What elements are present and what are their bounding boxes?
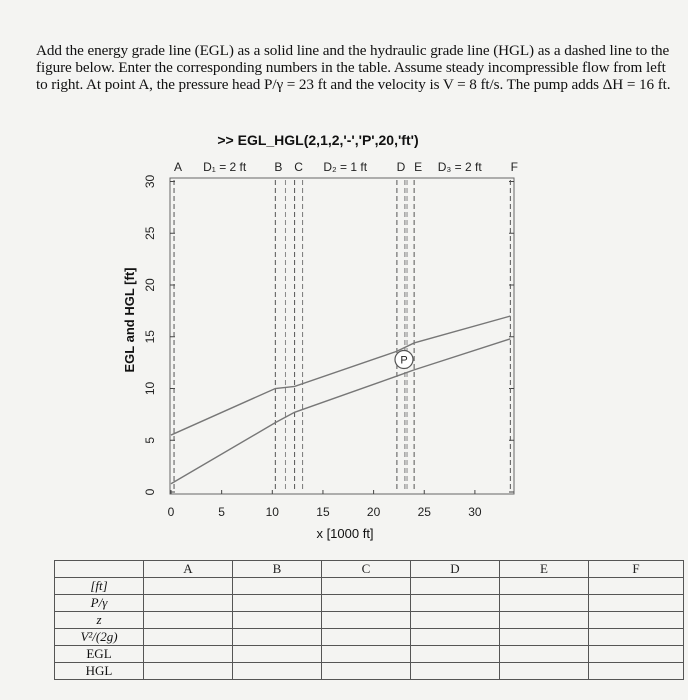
y-tick-label: 0: [143, 488, 157, 496]
table-cell[interactable]: [589, 612, 684, 629]
x-tick-label: 30: [468, 505, 482, 519]
table-cell[interactable]: [233, 595, 322, 612]
table-cell[interactable]: [322, 578, 411, 595]
table-cell[interactable]: [144, 578, 233, 595]
x-tick-label: 5: [218, 505, 225, 519]
table-row: [55, 612, 684, 629]
table-cell[interactable]: [233, 578, 322, 595]
pipe-upper-line: [171, 316, 510, 435]
table-column-header: E: [500, 561, 589, 578]
pipe-lower-line: [171, 339, 510, 484]
table-column-header: F: [589, 561, 684, 578]
table-cell[interactable]: [500, 578, 589, 595]
answer-table: [54, 560, 684, 680]
table-cell[interactable]: [144, 612, 233, 629]
table-column-header: A: [144, 561, 233, 578]
x-tick-label: 10: [265, 505, 279, 519]
table-cell[interactable]: [411, 595, 500, 612]
table-cell[interactable]: [500, 612, 589, 629]
table-corner: [55, 561, 144, 578]
diameter-label-1: D₁ = 2 ft: [203, 160, 247, 174]
table-cell[interactable]: [589, 646, 684, 663]
table-cell[interactable]: [411, 612, 500, 629]
table-cell[interactable]: [589, 595, 684, 612]
section-label-c: C: [294, 160, 303, 174]
table-cell[interactable]: [500, 629, 589, 646]
x-tick-label: 0: [167, 505, 175, 519]
table-cell[interactable]: [144, 595, 233, 612]
table-row-label: [ft]: [55, 578, 144, 595]
table-cell[interactable]: [233, 646, 322, 663]
y-tick-label: 5: [143, 436, 157, 444]
table-cell[interactable]: [322, 663, 411, 680]
x-axis-label: x [1000 ft]: [316, 526, 374, 541]
table-row-label: HGL: [55, 663, 144, 680]
table-row: [55, 595, 684, 612]
table-cell[interactable]: [322, 629, 411, 646]
table-row-label: V²/(2g): [55, 629, 144, 646]
table-cell[interactable]: [144, 646, 233, 663]
pump-label: P: [400, 354, 408, 367]
table-row: [55, 629, 684, 646]
table-cell[interactable]: [411, 629, 500, 646]
table-cell[interactable]: [233, 612, 322, 629]
table-cell[interactable]: [233, 663, 322, 680]
table-row: [55, 646, 684, 663]
table-cell[interactable]: [322, 595, 411, 612]
table-row-label: z: [55, 612, 144, 629]
x-tick-label: 15: [316, 505, 330, 519]
y-tick-label: 15: [143, 330, 157, 344]
problem-statement: Add the energy grade line (EGL) as a solid line and the hydraulic grade line (HGL) as a dashed line to the figure below. Enter the corresponding numbers in the table. Assume steady incompressible flow from left to right. At point A, the pressure head P/γ = 23 ft and the velocity is V = 8 ft/s. The pump adds ΔH = 16 ft.: [36, 42, 671, 93]
table-cell[interactable]: [144, 629, 233, 646]
table-cell[interactable]: [411, 646, 500, 663]
diameter-label-3: D₃ = 2 ft: [437, 160, 482, 174]
table-row-label: EGL: [55, 646, 144, 663]
table-cell[interactable]: [500, 595, 589, 612]
section-label-a: A: [174, 160, 183, 174]
table-column-header: C: [322, 561, 411, 578]
chart-title: >> EGL_HGL(2,1,2,'-','P',20,'ft'): [217, 132, 419, 148]
section-label-d: D: [396, 160, 406, 174]
y-tick-label: 20: [143, 278, 157, 292]
table-row: [55, 578, 684, 595]
table-cell[interactable]: [589, 578, 684, 595]
table-cell[interactable]: [589, 629, 684, 646]
table-header-row: [55, 561, 684, 578]
table-cell[interactable]: [233, 629, 322, 646]
table-cell[interactable]: [322, 646, 411, 663]
section-label-b: B: [274, 160, 283, 174]
table-cell[interactable]: [144, 663, 233, 680]
table-cell[interactable]: [322, 612, 411, 629]
section-label-f: F: [510, 160, 519, 174]
x-tick-label: 20: [366, 505, 381, 519]
table-cell[interactable]: [500, 663, 589, 680]
y-tick-label: 30: [143, 174, 157, 189]
table-cell[interactable]: [500, 646, 589, 663]
y-tick-label: 25: [143, 226, 157, 240]
table-cell[interactable]: [589, 663, 684, 680]
table-cell[interactable]: [411, 663, 500, 680]
table-column-header: D: [411, 561, 500, 578]
table-body: [55, 578, 684, 680]
table-row-label: P/γ: [55, 595, 144, 612]
plot-frame: [170, 178, 514, 494]
table-row: [55, 663, 684, 680]
y-axis-label: EGL and HGL [ft]: [122, 267, 137, 373]
y-tick-label: 10: [143, 381, 157, 396]
table-column-header: B: [233, 561, 322, 578]
diameter-label-2: D₂ = 1 ft: [323, 160, 368, 174]
table-cell[interactable]: [411, 578, 500, 595]
x-tick-label: 25: [417, 505, 431, 519]
section-label-e: E: [414, 160, 423, 174]
